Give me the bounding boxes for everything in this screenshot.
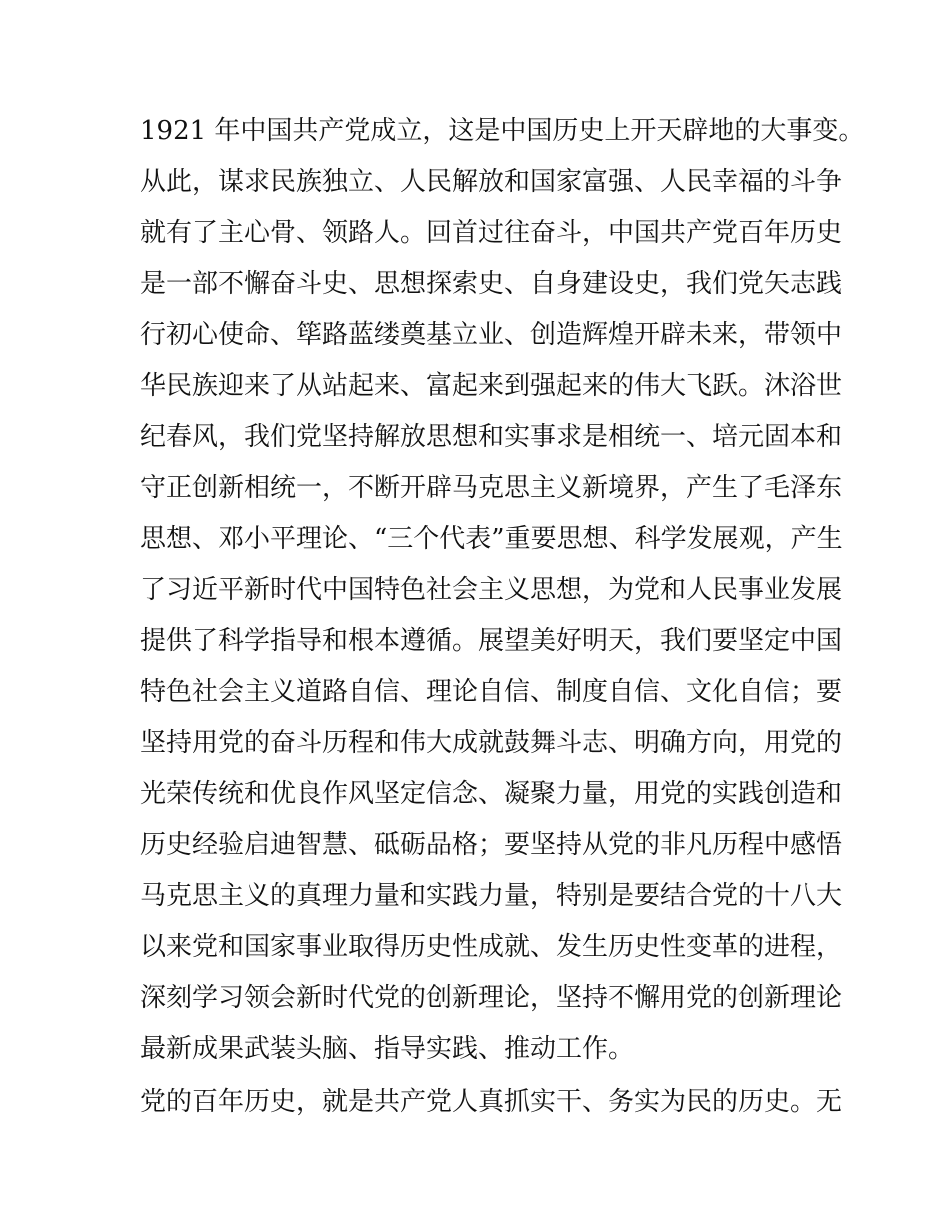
text-line: 思想、邓小平理论、“三个代表”重要思想、科学发展观，产生	[140, 524, 843, 554]
text-line: 提供了科学指导和根本遵循。展望美好明天，我们要坚定中国	[140, 626, 843, 656]
text-line: 历史经验启迪智慧、砥砺品格；要坚持从党的非凡历程中感悟	[140, 830, 843, 860]
text-line: 党的百年历史，就是共产党人真抓实干、务实为民的历史。无	[140, 1087, 843, 1117]
text-line: 就有了主心骨、领路人。回首过往奋斗，中国共产党百年历史	[140, 218, 843, 248]
text-line: 从此，谋求民族独立、人民解放和国家富强、人民幸福的斗争	[140, 167, 843, 197]
text-line: 光荣传统和优良作风坚定信念、凝聚力量，用党的实践创造和	[140, 779, 843, 809]
text-line: 坚持用党的奋斗历程和伟大成就鼓舞斗志、明确方向，用党的	[140, 728, 843, 758]
body-text	[140, 106, 865, 1128]
text-line: 守正创新相统一，不断开辟马克思主义新境界，产生了毛泽东	[140, 473, 843, 503]
text-line: 马克思主义的真理力量和实践力量，特别是要结合党的十八大	[140, 881, 843, 911]
text-line: 了习近平新时代中国特色社会主义思想，为党和人民事业发展	[140, 575, 843, 605]
text-line: 纪春风，我们党坚持解放思想和实事求是相统一、培元固本和	[140, 422, 843, 452]
text-line: 最新成果武装头脑、指导实践、推动工作。	[140, 1034, 635, 1064]
text-line: 深刻学习领会新时代党的创新理论，坚持不懈用党的创新理论	[140, 983, 843, 1013]
text-line: 特色社会主义道路自信、理论自信、制度自信、文化自信；要	[140, 677, 843, 707]
text-line: 1921 年中国共产党成立，这是中国历史上开天辟地的大事变。	[140, 116, 865, 146]
text-line: 以来党和国家事业取得历史性成就、发生历史性变革的进程，	[140, 932, 843, 962]
text-line: 行初心使命、筚路蓝缕奠基立业、创造辉煌开辟未来，带领中	[140, 320, 843, 350]
text-line: 华民族迎来了从站起来、富起来到强起来的伟大飞跃。沐浴世	[140, 371, 843, 401]
text-line: 是一部不懈奋斗史、思想探索史、自身建设史，我们党矢志践	[140, 269, 843, 299]
